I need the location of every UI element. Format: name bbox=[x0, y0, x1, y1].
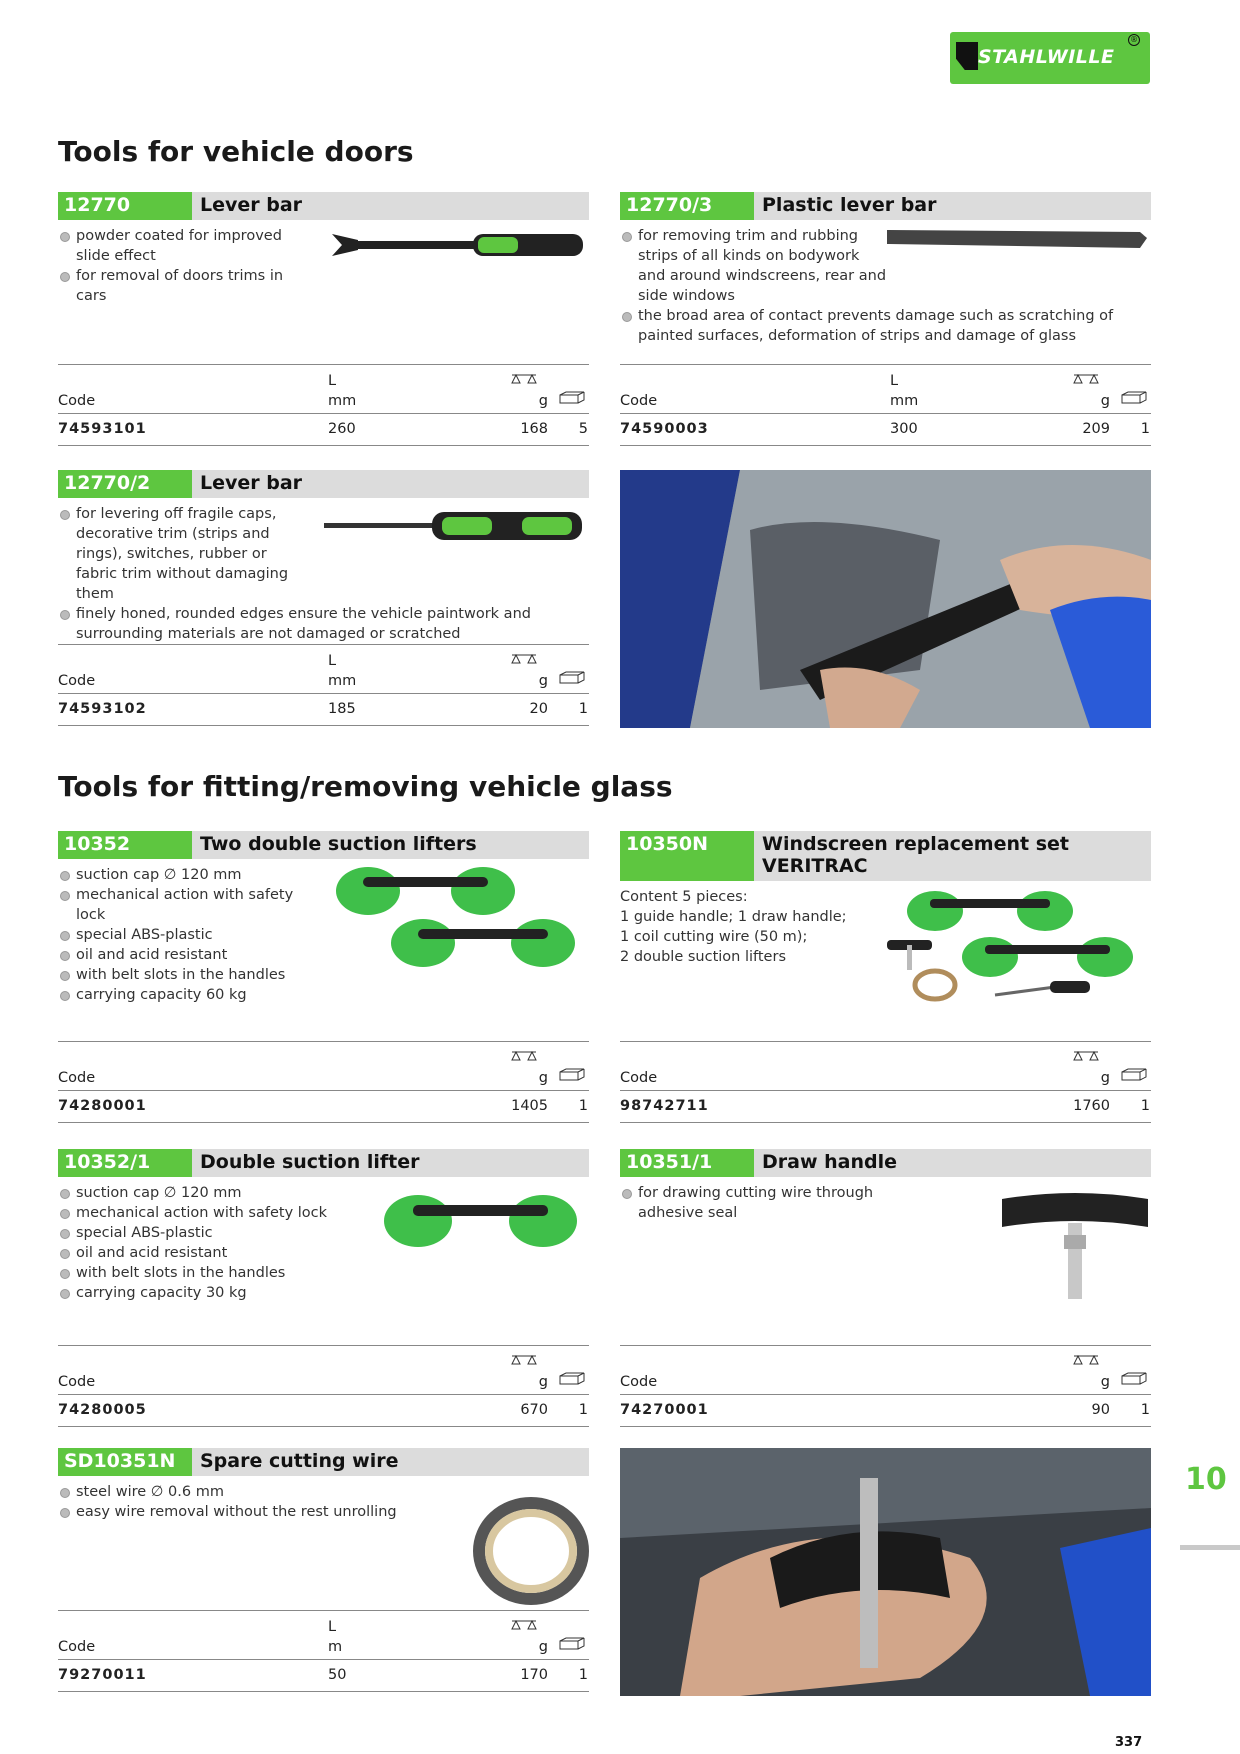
product-title: Lever bar bbox=[200, 472, 303, 494]
col-code-label: Code bbox=[620, 1374, 658, 1390]
windscreen-set-image bbox=[885, 885, 1151, 1005]
bullet: carrying capacity 30 kg bbox=[58, 1283, 589, 1303]
article-code: 74593101 bbox=[58, 421, 147, 437]
bullet: special ABS-plastic bbox=[58, 1223, 589, 1243]
length-value: 50 bbox=[328, 1667, 347, 1683]
weight-value: 20 bbox=[529, 701, 548, 717]
product-code: 12770 bbox=[58, 192, 192, 220]
col-unit-label: mm bbox=[890, 393, 919, 409]
product-title: Windscreen replacement set bbox=[762, 833, 1069, 855]
weight-value: 670 bbox=[520, 1402, 548, 1418]
length-value: 300 bbox=[890, 421, 918, 437]
col-code-label: Code bbox=[58, 393, 96, 409]
content-line: Content 5 pieces: bbox=[620, 889, 748, 905]
bullet: easy wire removal without the rest unrolling bbox=[58, 1502, 589, 1522]
product-10352 bbox=[58, 831, 589, 1114]
bullet: for removal of doors trims in cars bbox=[58, 266, 298, 306]
product-10352-1 bbox=[58, 1149, 589, 1418]
pack-value: 1 bbox=[1140, 1402, 1150, 1418]
col-code-label: Code bbox=[620, 1070, 658, 1086]
package-icon bbox=[558, 1068, 586, 1082]
bullet: finely honed, rounded edges ensure the vehicle paintwork and surrounding materials are not damaged or scratched bbox=[58, 604, 589, 644]
weight-scale-icon bbox=[510, 653, 538, 667]
content-line: 1 guide handle; 1 draw handle; bbox=[620, 909, 847, 925]
stahlwille-logo bbox=[950, 32, 1150, 84]
package-icon bbox=[1120, 1068, 1148, 1082]
pack-value: 1 bbox=[578, 1667, 588, 1683]
bullet: with belt slots in the handles bbox=[58, 1263, 589, 1283]
spec-table bbox=[620, 364, 1151, 446]
spec-table bbox=[58, 1610, 589, 1692]
spec-table bbox=[58, 364, 589, 446]
product-title: Draw handle bbox=[762, 1151, 898, 1173]
content-line: 2 double suction lifters bbox=[620, 949, 786, 965]
small-lever-bar-image bbox=[322, 506, 590, 546]
bullet: powder coated for improved slide effect bbox=[58, 226, 298, 266]
col-code-label: Code bbox=[58, 673, 96, 689]
photo-draw-handle-in-hand bbox=[620, 1448, 1151, 1696]
double-suction-lifters-image bbox=[323, 863, 589, 983]
bullet: suction cap ∅ 120 mm bbox=[58, 865, 298, 885]
bullet: special ABS-plastic bbox=[58, 925, 298, 945]
product-title: Two double suction lifters bbox=[200, 833, 477, 855]
spec-table bbox=[620, 1345, 1151, 1427]
product-code: 10352 bbox=[58, 831, 192, 859]
article-code: 98742711 bbox=[620, 1098, 709, 1114]
col-g-label: g bbox=[538, 393, 548, 409]
spec-table bbox=[58, 1041, 589, 1123]
double-suction-lifter-image bbox=[378, 1183, 588, 1253]
weight-scale-icon bbox=[510, 1050, 538, 1064]
col-g-label: g bbox=[1100, 393, 1110, 409]
cutting-wire-coil-image bbox=[473, 1496, 589, 1606]
weight-scale-icon bbox=[510, 373, 538, 387]
product-12770 bbox=[58, 192, 589, 437]
spec-table bbox=[58, 1345, 589, 1427]
car-door-photo bbox=[620, 470, 1151, 728]
weight-value: 1760 bbox=[1073, 1098, 1110, 1114]
pack-value: 1 bbox=[1140, 1098, 1150, 1114]
article-code: 74280001 bbox=[58, 1098, 147, 1114]
product-10351-1 bbox=[620, 1149, 1151, 1418]
heading-doors: Tools for vehicle doors bbox=[58, 135, 414, 168]
col-unit-label: m bbox=[328, 1639, 343, 1655]
package-icon bbox=[1120, 391, 1148, 405]
package-icon bbox=[558, 671, 586, 685]
draw-handle-image bbox=[1000, 1185, 1150, 1305]
product-12770-2 bbox=[58, 470, 589, 717]
chapter-number: 10 bbox=[1185, 1462, 1227, 1497]
product-code: SD10351N bbox=[58, 1448, 192, 1476]
pack-value: 1 bbox=[578, 1098, 588, 1114]
weight-value: 1405 bbox=[511, 1098, 548, 1114]
bullet: for levering off fragile caps, decorative trim (strips and rings), switches, rubber or fabric trim without damaging them bbox=[58, 504, 308, 604]
bullet: for drawing cutting wire through adhesive seal bbox=[620, 1183, 880, 1223]
bullet: the broad area of contact prevents damage such as scratching of painted surfaces, deformation of strips and damage of glass bbox=[620, 306, 1151, 346]
lever-bar-image bbox=[328, 226, 588, 264]
col-unit-label: mm bbox=[328, 393, 357, 409]
col-g-label: g bbox=[538, 1639, 548, 1655]
weight-value: 170 bbox=[520, 1667, 548, 1683]
col-l-label: L bbox=[328, 653, 337, 669]
bullet: for removing trim and rubbing strips of all kinds on bodywork and around windscreens, rear and side windows bbox=[620, 226, 890, 306]
package-icon bbox=[1120, 1372, 1148, 1386]
weight-value: 90 bbox=[1091, 1402, 1110, 1418]
col-code-label: Code bbox=[58, 1374, 96, 1390]
heading-glass: Tools for fitting/removing vehicle glass bbox=[58, 770, 673, 803]
bullet: with belt slots in the handles bbox=[58, 965, 298, 985]
logo-wordmark: STAHLWILLE bbox=[978, 46, 1115, 68]
package-icon bbox=[558, 391, 586, 405]
product-code: 10352/1 bbox=[58, 1149, 192, 1177]
weight-scale-icon bbox=[1072, 1354, 1100, 1368]
article-code: 79270011 bbox=[58, 1667, 147, 1683]
col-l-label: L bbox=[328, 1619, 337, 1635]
product-title: Lever bar bbox=[200, 194, 303, 216]
bullet: oil and acid resistant bbox=[58, 945, 298, 965]
draw-handle-photo bbox=[620, 1448, 1151, 1696]
registered-icon: ® bbox=[1130, 35, 1138, 44]
spec-table bbox=[58, 644, 589, 726]
col-g-label: g bbox=[538, 1374, 548, 1390]
article-code: 74280005 bbox=[58, 1402, 147, 1418]
pack-value: 1 bbox=[578, 1402, 588, 1418]
spec-table bbox=[620, 1041, 1151, 1123]
product-10350N bbox=[620, 831, 1151, 1114]
product-SD10351N bbox=[58, 1448, 589, 1683]
col-code-label: Code bbox=[620, 393, 658, 409]
col-l-label: L bbox=[890, 373, 899, 389]
weight-scale-icon bbox=[1072, 373, 1100, 387]
bullet: oil and acid resistant bbox=[58, 1243, 589, 1263]
product-title: Spare cutting wire bbox=[200, 1450, 399, 1472]
weight-value: 209 bbox=[1082, 421, 1110, 437]
photo-lever-bar-on-car bbox=[620, 470, 1151, 728]
page-number: 337 bbox=[1115, 1735, 1143, 1750]
product-code: 12770/3 bbox=[620, 192, 754, 220]
package-icon bbox=[558, 1372, 586, 1386]
col-code-label: Code bbox=[58, 1070, 96, 1086]
package-icon bbox=[558, 1637, 586, 1651]
product-title: Plastic lever bar bbox=[762, 194, 937, 216]
product-code: 10350N bbox=[620, 831, 754, 881]
col-g-label: g bbox=[1100, 1070, 1110, 1086]
pack-value: 5 bbox=[578, 421, 588, 437]
col-g-label: g bbox=[1100, 1374, 1110, 1390]
col-l-label: L bbox=[328, 373, 337, 389]
col-g-label: g bbox=[538, 673, 548, 689]
logo-wrench-icon bbox=[956, 42, 978, 70]
bullet: carrying capacity 60 kg bbox=[58, 985, 298, 1005]
weight-scale-icon bbox=[510, 1354, 538, 1368]
bullet: mechanical action with safety lock bbox=[58, 1203, 589, 1223]
product-subtitle: VERITRAC bbox=[762, 855, 868, 877]
col-unit-label: mm bbox=[328, 673, 357, 689]
article-code: 74590003 bbox=[620, 421, 709, 437]
product-title: Double suction lifter bbox=[200, 1151, 420, 1173]
bullet: suction cap ∅ 120 mm bbox=[58, 1183, 589, 1203]
col-g-label: g bbox=[538, 1070, 548, 1086]
weight-scale-icon bbox=[510, 1619, 538, 1633]
product-code: 12770/2 bbox=[58, 470, 192, 498]
length-value: 260 bbox=[328, 421, 356, 437]
product-12770-3 bbox=[620, 192, 1151, 437]
weight-value: 168 bbox=[520, 421, 548, 437]
bullet: mechanical action with safety lock bbox=[58, 885, 298, 925]
article-code: 74593102 bbox=[58, 701, 147, 717]
plastic-lever-bar-image bbox=[885, 226, 1150, 252]
bullet: steel wire ∅ 0.6 mm bbox=[58, 1482, 589, 1502]
weight-scale-icon bbox=[1072, 1050, 1100, 1064]
product-code: 10351/1 bbox=[620, 1149, 754, 1177]
pack-value: 1 bbox=[1140, 421, 1150, 437]
length-value: 185 bbox=[328, 701, 356, 717]
pack-value: 1 bbox=[578, 701, 588, 717]
col-code-label: Code bbox=[58, 1639, 96, 1655]
content-line: 1 coil cutting wire (50 m); bbox=[620, 929, 808, 945]
chapter-marker bbox=[1180, 1545, 1240, 1550]
article-code: 74270001 bbox=[620, 1402, 709, 1418]
